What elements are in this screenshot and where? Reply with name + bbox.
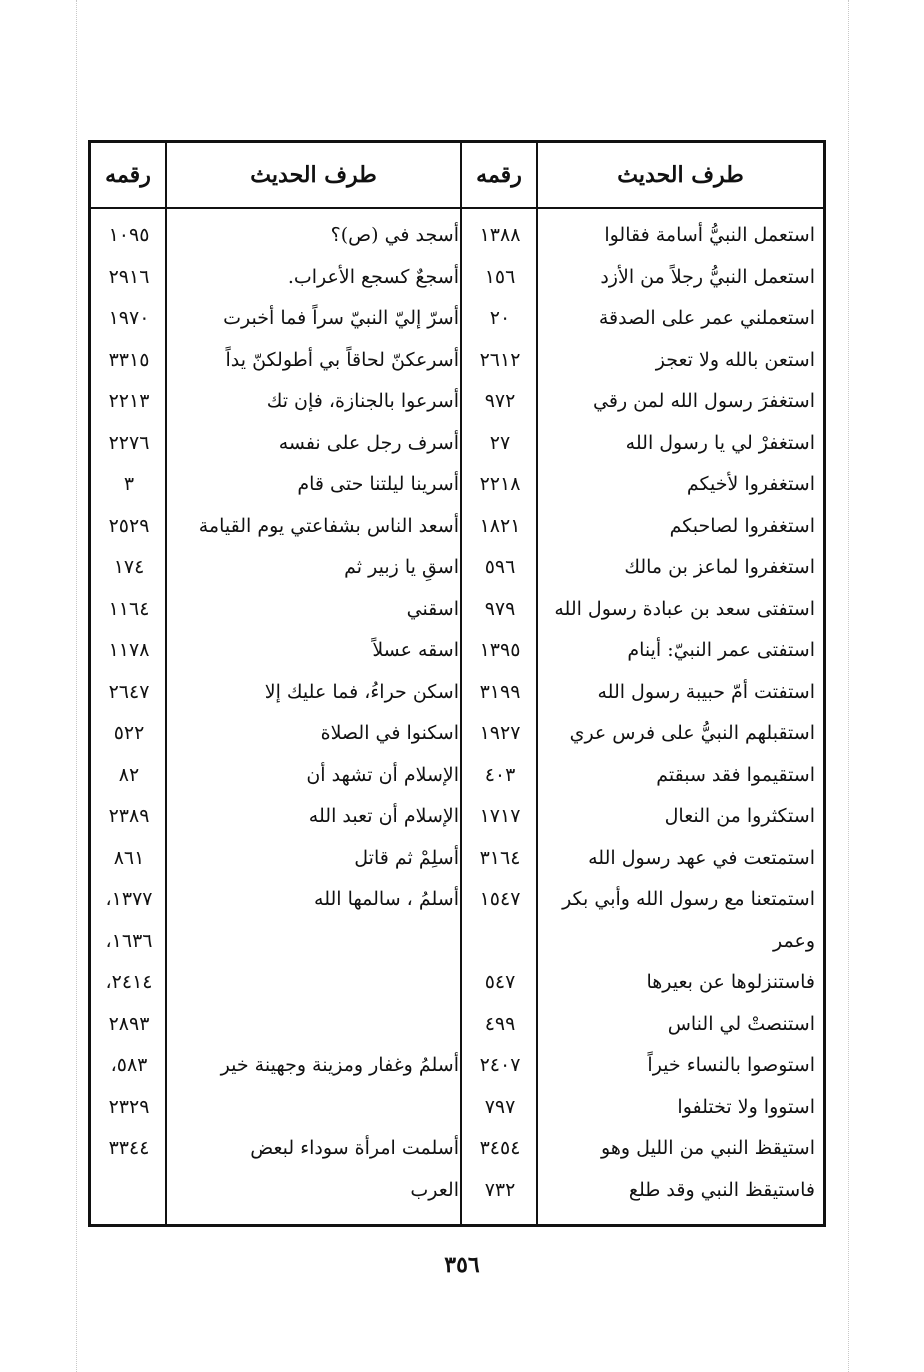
hadith-number-1: ٥٤٧: [484, 971, 516, 993]
table-row: [91, 1170, 823, 1212]
index-table: [88, 140, 826, 1227]
table-row: [91, 298, 823, 340]
hadith-text-2: أسرف رجل على نفسه: [278, 431, 459, 454]
table-row: [91, 1087, 823, 1129]
hadith-number-2: ٣: [123, 473, 135, 495]
table-row: [91, 423, 823, 465]
hadith-text-1: استفتى سعد بن عبادة رسول الله: [554, 597, 815, 620]
page-number: ٣٥٦: [444, 1252, 480, 1278]
hadith-text-1: استغفروا لماعز بن مالك: [624, 556, 815, 578]
table-row: [91, 1004, 823, 1046]
hadith-text-2: اسقني: [406, 597, 459, 620]
hadith-text-1: استمتعنا مع رسول الله وأبي بكر: [562, 888, 815, 910]
hadith-text-2: أسلِمْ ثم قاتل: [354, 846, 459, 869]
table-row: [91, 672, 823, 714]
hadith-number-2: ٥٨٣،: [110, 1054, 148, 1076]
header-divider: [91, 207, 823, 209]
hadith-text-2: اسكنوا في الصلاة: [320, 722, 459, 744]
table-row: [91, 215, 823, 257]
hadith-text-2: [169, 1004, 459, 1046]
hadith-text-1: استفتى عمر النبيّ: أينام: [627, 639, 815, 661]
hadith-number-2: ٢٢١٣: [108, 390, 150, 412]
hadith-number-1: ٩٧٩: [484, 597, 516, 620]
hadith-text-2: أسرينا ليلتنا حتى قام: [297, 473, 459, 495]
hadith-number-1: ١٣٨٨: [479, 224, 521, 246]
hadith-text-1: استووا ولا تختلفوا: [677, 1095, 815, 1118]
hadith-text-1: وعمر: [773, 929, 815, 952]
hadith-number-1: ٧٣٢: [484, 1178, 516, 1201]
hadith-number-1: ١٩٢٧: [479, 722, 521, 744]
table-row: [91, 381, 823, 423]
table-row: [91, 547, 823, 589]
hadith-text-2: [169, 962, 459, 1004]
hadith-number-1: ٧٩٧: [484, 1095, 516, 1118]
hadith-number-2: ٢٩١٦: [108, 265, 150, 288]
hadith-number-2: ٢٢٧٦: [108, 431, 150, 454]
hadith-number-2: ٥٢٢: [113, 722, 145, 744]
hadith-number-1: ٢٠: [489, 307, 511, 329]
hadith-number-2: ٢٥٢٩: [108, 514, 150, 537]
hadith-number-2: ١٧٤: [113, 556, 145, 578]
hadith-number-2: ٨٢: [118, 763, 140, 786]
hadith-text-2: الإسلام أن تشهد أن: [306, 763, 459, 786]
hadith-number-1: ١٧١٧: [479, 805, 521, 827]
hadith-number-2: ٢٨٩٣: [108, 1012, 150, 1035]
hadith-number-2: ١٦٣٦،: [105, 929, 153, 952]
hadith-text-2: أسجعٌ كسجع الأعراب.: [287, 265, 459, 288]
hadith-text-2: أسلمت امرأة سوداء لبعض: [250, 1137, 459, 1159]
hadith-number-2: ٢٣٨٩: [108, 805, 150, 827]
hadith-text-2: أسرّ إليّ النبيّ سراً فما أخبرت: [223, 307, 459, 329]
hadith-text-1: استغفروا لصاحبكم: [669, 514, 815, 537]
hadith-number-2: ٨٦١: [113, 846, 145, 869]
hadith-number-2: ٣٣١٥: [108, 348, 150, 371]
hadith-number-2: ١٣٧٧،: [105, 888, 153, 910]
hadith-number-2: ١٩٧٠: [108, 307, 150, 329]
hadith-number-1: ٢٧: [489, 431, 511, 454]
hadith-text-2: العرب: [410, 1178, 459, 1201]
table-row: [91, 879, 823, 921]
hadith-number-1: ١٥٤٧: [479, 888, 521, 910]
hadith-number-1: ٩٧٢: [484, 390, 516, 412]
header-hadith-text-1: طرف الحديث: [617, 162, 744, 188]
hadith-number-1: ٢٦١٢: [479, 348, 521, 371]
hadith-text-2: اسكن حراءُ، فما عليك إلا: [264, 680, 459, 703]
table-row: [91, 506, 823, 548]
hadith-number-2: ١٠٩٥: [108, 224, 150, 246]
hadith-text-1: استقيموا فقد سبقتم: [656, 763, 815, 786]
hadith-text-1: استيقظ النبي من الليل وهو: [601, 1137, 815, 1159]
table-row: [91, 589, 823, 631]
hadith-text-1: فاستيقظ النبي وقد طلع: [628, 1178, 815, 1201]
header-number-2: رقمه: [105, 162, 151, 188]
hadith-number-1: ٤٩٩: [484, 1012, 516, 1035]
hadith-text-2: الإسلام أن تعبد الله: [308, 805, 459, 827]
table-row: [91, 962, 823, 1004]
hadith-text-1: استعملني عمر على الصدقة: [598, 307, 815, 329]
hadith-text-1: استعمل النبيُّ رجلاً من الأزد: [600, 265, 815, 288]
hadith-text-1: استفتت أمّ حبيبة رسول الله: [597, 680, 815, 703]
hadith-text-1: فاستنزلوها عن بعيرها: [646, 971, 815, 993]
hadith-text-1: استمتعت في عهد رسول الله: [588, 846, 815, 869]
hadith-number-1: ١٣٩٥: [479, 639, 521, 661]
hadith-number-2: ٣٣٤٤: [108, 1137, 150, 1159]
hadith-text-2: أسجد في (ص)؟: [330, 224, 459, 246]
header-number-1: رقمه: [476, 162, 522, 188]
table-row: [91, 921, 823, 963]
hadith-number-1: ٥٩٦: [484, 556, 516, 578]
table-row: [91, 630, 823, 672]
scan-guide-line: [848, 0, 849, 1372]
hadith-text-2: أسعد الناس بشفاعتي يوم القيامة: [198, 514, 459, 537]
hadith-number-1: ٣٤٥٤: [479, 1137, 521, 1159]
hadith-number-2: ٢٣٢٩: [108, 1095, 150, 1118]
table-row: [91, 257, 823, 299]
hadith-text-2: أسلمُ وغفار ومزينة وجهينة خير: [220, 1054, 459, 1076]
hadith-text-2: أسرعوا بالجنازة، فإن تك: [266, 390, 459, 412]
hadith-number-1: ٤٠٣: [484, 763, 516, 786]
hadith-text-1: استقبلهم النبيُّ على فرس عري: [569, 722, 815, 744]
hadith-number-1: ٣١٩٩: [479, 680, 521, 703]
hadith-text-1: استعمل النبيُّ أسامة فقالوا: [604, 224, 815, 246]
table-row: [91, 796, 823, 838]
hadith-text-2: أسرعكنّ لحاقاً بي أطولكنّ يداً: [225, 348, 459, 371]
hadith-number-1: [464, 921, 536, 963]
hadith-text-2: أسلمُ ، سالمها الله: [314, 888, 459, 910]
hadith-text-1: استوصوا بالنساء خيراً: [647, 1054, 815, 1076]
table-row: [91, 1045, 823, 1087]
hadith-number-2: ١١٧٨: [108, 639, 150, 661]
hadith-text-1: استغفرْ لي يا رسول الله: [625, 431, 815, 454]
hadith-number-1: ٢٤٠٧: [479, 1054, 521, 1076]
hadith-number-2: ١١٦٤: [108, 597, 150, 620]
hadith-text-1: استغفرَ رسول الله لمن رقي: [593, 390, 815, 412]
table-row: [91, 464, 823, 506]
hadith-number-1: ٢٢١٨: [479, 473, 521, 495]
table-row: [91, 755, 823, 797]
hadith-text-1: استغفروا لأخيكم: [686, 473, 815, 495]
table-row: [91, 713, 823, 755]
hadith-number-2: [91, 1170, 167, 1212]
hadith-number-1: ١٨٢١: [479, 514, 521, 537]
hadith-number-1: ١٥٦: [484, 265, 516, 288]
table-row: [91, 838, 823, 880]
scan-guide-line: [76, 0, 77, 1372]
hadith-text-1: استنصتْ لي الناس: [667, 1012, 815, 1035]
hadith-text-2: [169, 1087, 459, 1129]
hadith-text-2: [169, 921, 459, 963]
hadith-text-1: استكثروا من النعال: [664, 805, 815, 827]
hadith-text-2: اسقه عسلاً: [372, 639, 459, 661]
hadith-number-1: ٣١٦٤: [479, 846, 521, 869]
hadith-number-2: ٢٤١٤،: [105, 971, 153, 993]
hadith-number-2: ٢٦٤٧: [108, 680, 150, 703]
table-row: [91, 340, 823, 382]
hadith-text-1: استعن بالله ولا تعجز: [655, 348, 815, 371]
table-row: [91, 1128, 823, 1170]
hadith-text-2: اسقِ يا زبير ثم: [344, 556, 459, 578]
header-hadith-text-2: طرف الحديث: [250, 162, 377, 188]
